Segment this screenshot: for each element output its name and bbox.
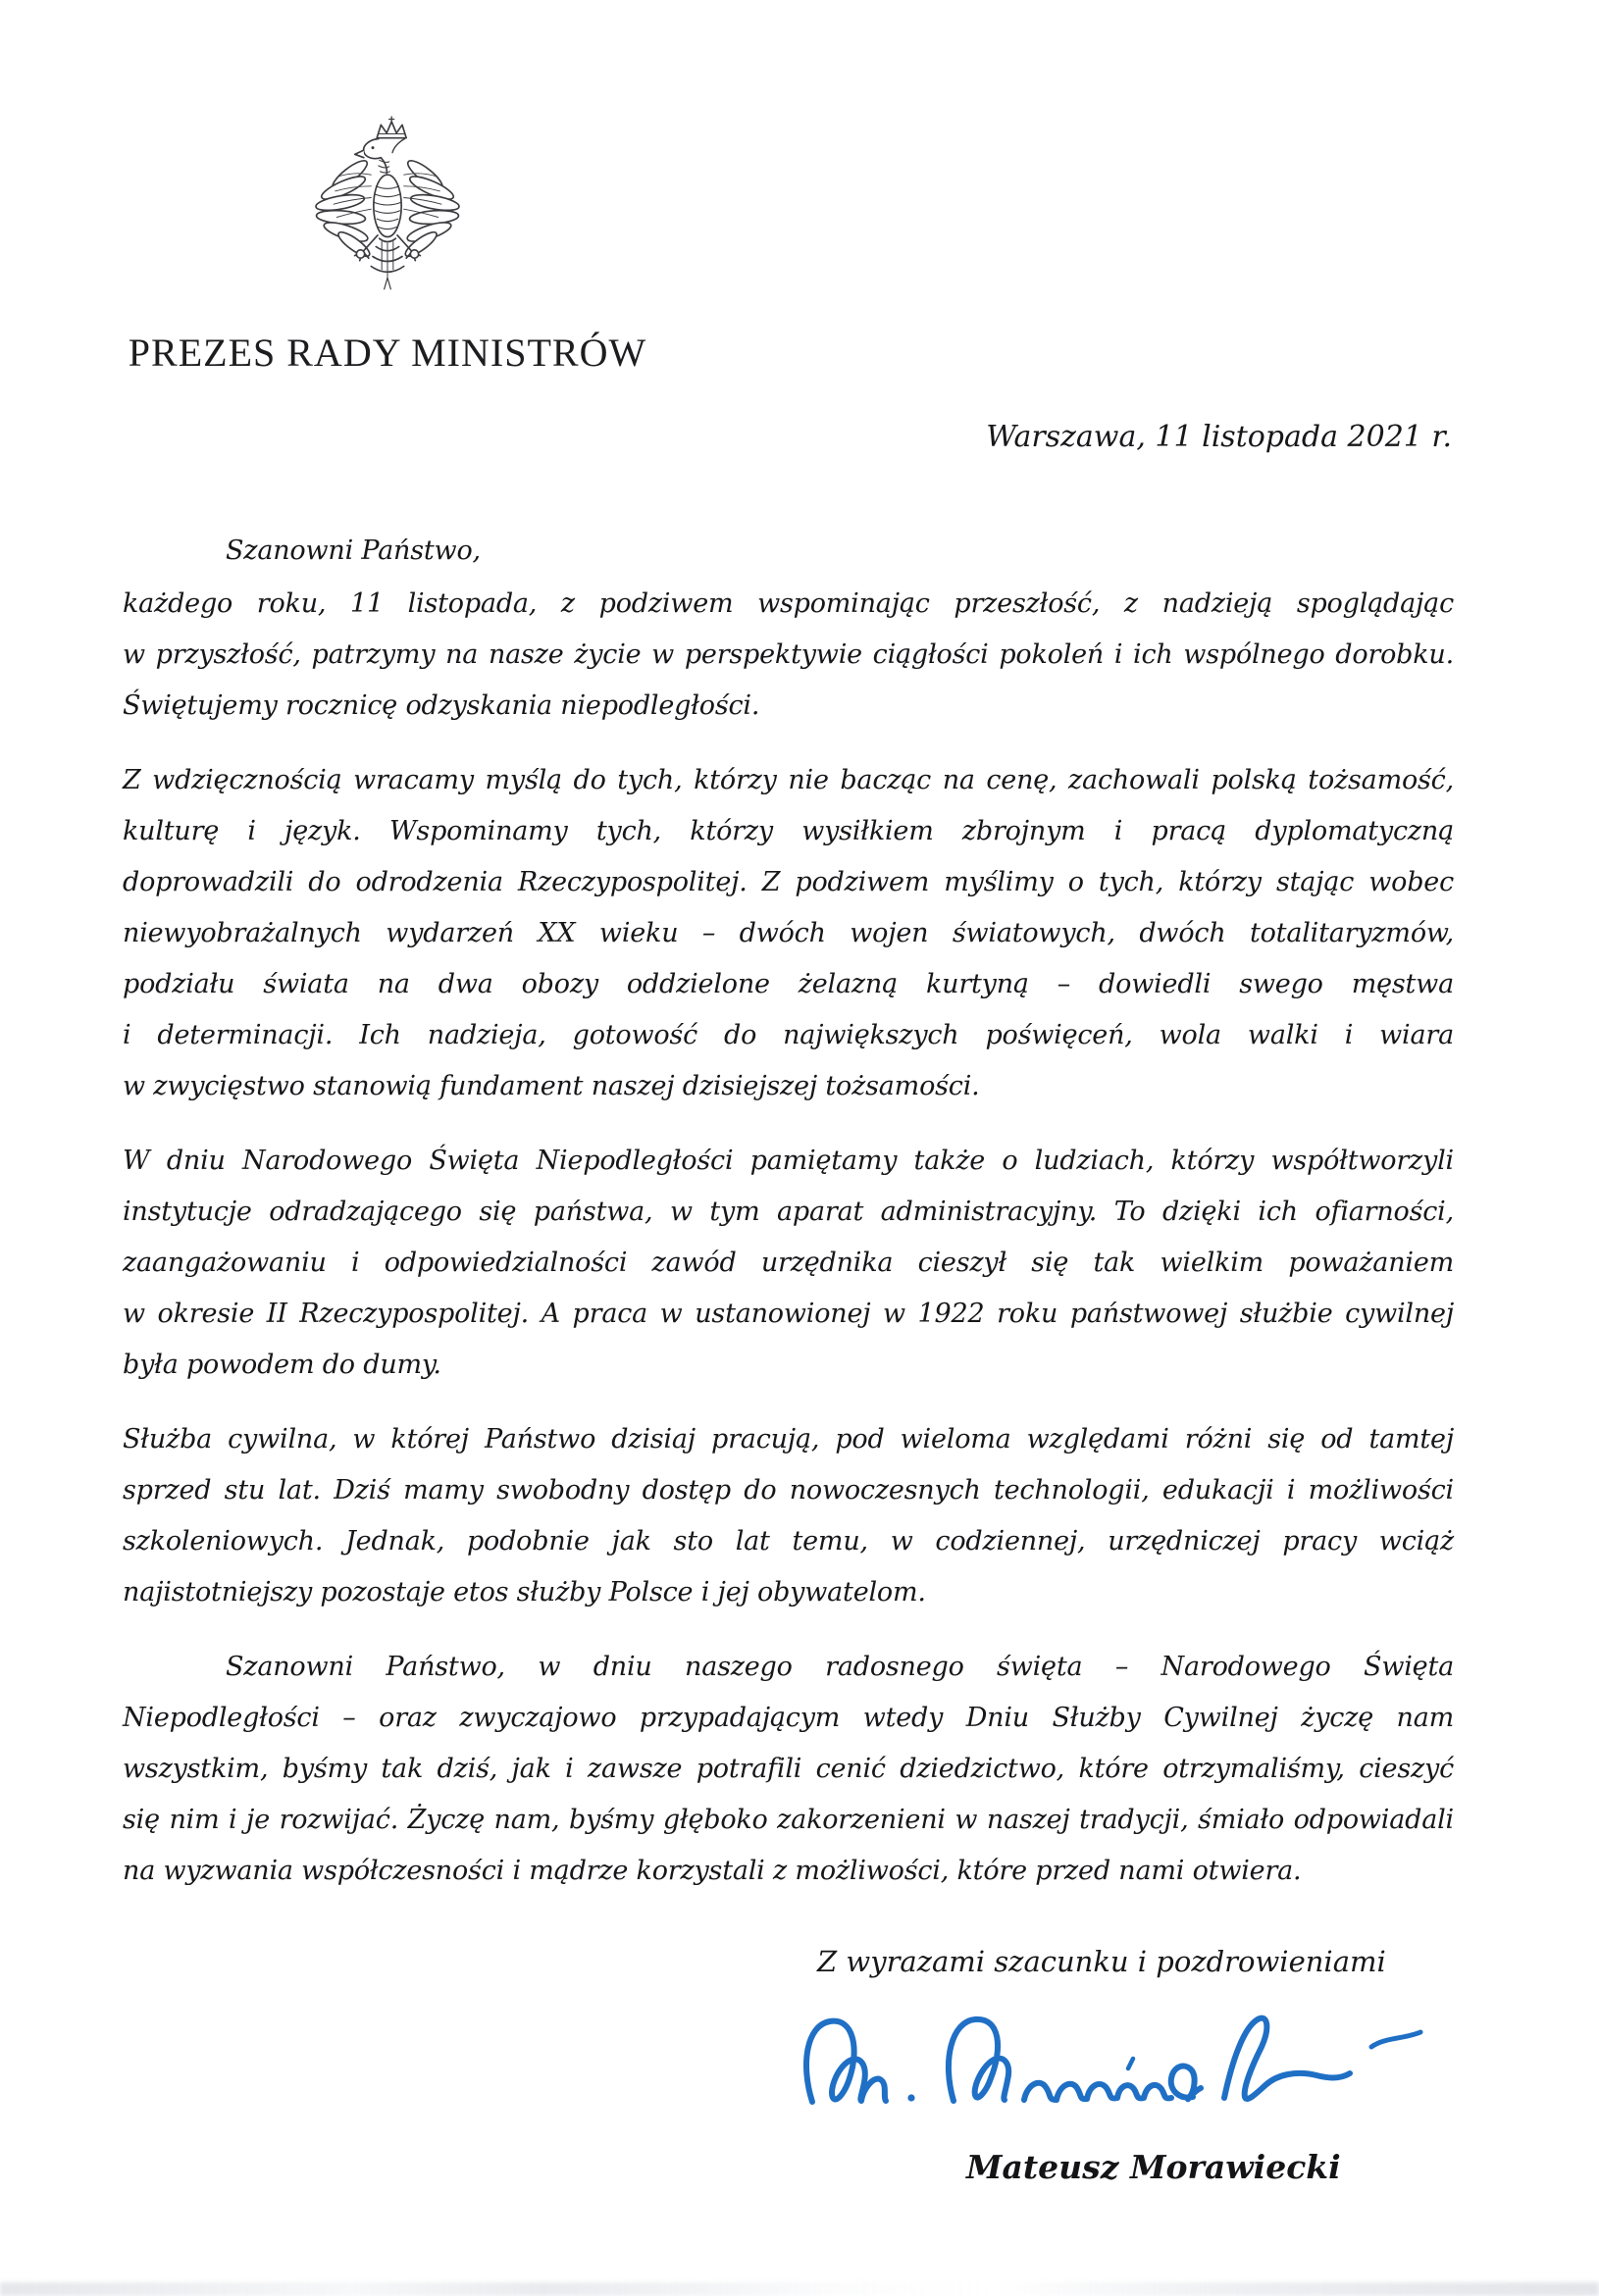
body-line: Niepodległości – oraz zwyczajowo przypadającym wtedy Dniu Służby Cywilnej życzę nam xyxy=(123,1703,1454,1733)
body-line: się nim i je rozwijać. Życzę nam, byśmy głęboko zakorzenieni w naszej tradycji, śmiało odpowiadali xyxy=(123,1805,1454,1835)
paragraph xyxy=(123,1136,1454,1391)
body-line: podziału świata na dwa obozy oddzielone żelazną kurtyną – dowiedli swego męstwa xyxy=(123,969,1454,999)
paragraph xyxy=(123,1414,1454,1618)
salutation: Szanowni Państwo, xyxy=(226,536,481,566)
body-line: instytucje odradzającego się państwa, w tym aparat administracyjny. To dzięki ich ofiarności, xyxy=(123,1197,1454,1227)
dateline: Warszawa, 11 listopada 2021 r. xyxy=(986,420,1452,454)
handwritten-signature xyxy=(797,1996,1483,2138)
paragraph xyxy=(123,1642,1454,1897)
body-line: Służba cywilna, w której Państwo dzisiaj pracują, pod wieloma względami różni się od tamtej xyxy=(123,1424,1454,1454)
letterhead-title: PREZES RADY MINISTRÓW xyxy=(128,331,647,375)
valediction: Z wyrazami szacunku i pozdrowieniami xyxy=(817,1945,1386,1978)
polish-eagle-emblem xyxy=(314,116,461,304)
body-line: Szanowni Państwo, w dniu naszego radosnego święta – Narodowego Święta xyxy=(226,1652,1454,1682)
body-line: w zwycięstwo stanowią fundament naszej dzisiejszej tożsamości. xyxy=(123,1071,980,1101)
letterhead xyxy=(123,116,652,376)
body-line: wszystkim, byśmy tak dziś, jak i zawsze potrafili cenić dziedzictwo, które otrzymaliśmy, cieszyć xyxy=(123,1754,1454,1784)
body-line: W dniu Narodowego Święta Niepodległości pamiętamy także o ludziach, którzy współtworzyli xyxy=(123,1146,1454,1176)
body-line: najistotniejszy pozostaje etos służby Polsce i jej obywatelom. xyxy=(123,1577,926,1607)
body-line: w okresie II Rzeczypospolitej. A praca w ustanowionej w 1922 roku państwowej służbie cywilnej xyxy=(123,1299,1454,1329)
body-line: zaangażowaniu i odpowiedzialności zawód urzędnika cieszył się tak wielkim poważaniem xyxy=(123,1248,1454,1278)
body-line: szkoleniowych. Jednak, podobnie jak sto lat temu, w codziennej, urzędniczej pracy wciąż xyxy=(123,1526,1454,1556)
body-line: na wyzwania współczesności i mądrze korzystali z możliwości, które przed nami otwiera. xyxy=(123,1856,1302,1886)
body-line: każdego roku, 11 listopada, z podziwem wspominając przeszłość, z nadzieją spoglądając xyxy=(123,588,1454,619)
body-line: kulturę i język. Wspominamy tych, którzy wysiłkiem zbrojnym i pracą dyplomatyczną xyxy=(123,816,1454,846)
body-line: Świętujemy rocznicę odzyskania niepodległości. xyxy=(123,690,760,721)
body-line: była powodem do dumy. xyxy=(123,1350,441,1380)
paragraph xyxy=(123,579,1454,732)
body-line: i determinacji. Ich nadzieja, gotowość do największych poświęceń, wola walki i wiara xyxy=(123,1020,1454,1050)
scan-noise-artifact xyxy=(0,2282,1599,2296)
letter-body xyxy=(123,526,1454,1897)
signed-name: Mateusz Morawiecki xyxy=(966,2148,1341,2186)
body-line: niewyobrażalnych wydarzeń XX wieku – dwóch wojen światowych, dwóch totalitaryzmów, xyxy=(123,918,1454,948)
body-line: doprowadzili do odrodzenia Rzeczypospolitej. Z podziwem myślimy o tych, którzy stając wobec xyxy=(123,867,1454,897)
paragraph xyxy=(123,755,1454,1112)
body-line: w przyszłość, patrzymy na nasze życie w perspektywie ciągłości pokoleń i ich wspólnego dorobku. xyxy=(123,639,1454,670)
body-line: Z wdzięcznością wracamy myślą do tych, którzy nie bacząc na cenę, zachowali polską tożsamość, xyxy=(123,765,1454,795)
body-line: sprzed stu lat. Dziś mamy swobodny dostęp do nowoczesnych technologii, edukacji i możliwości xyxy=(123,1475,1454,1505)
